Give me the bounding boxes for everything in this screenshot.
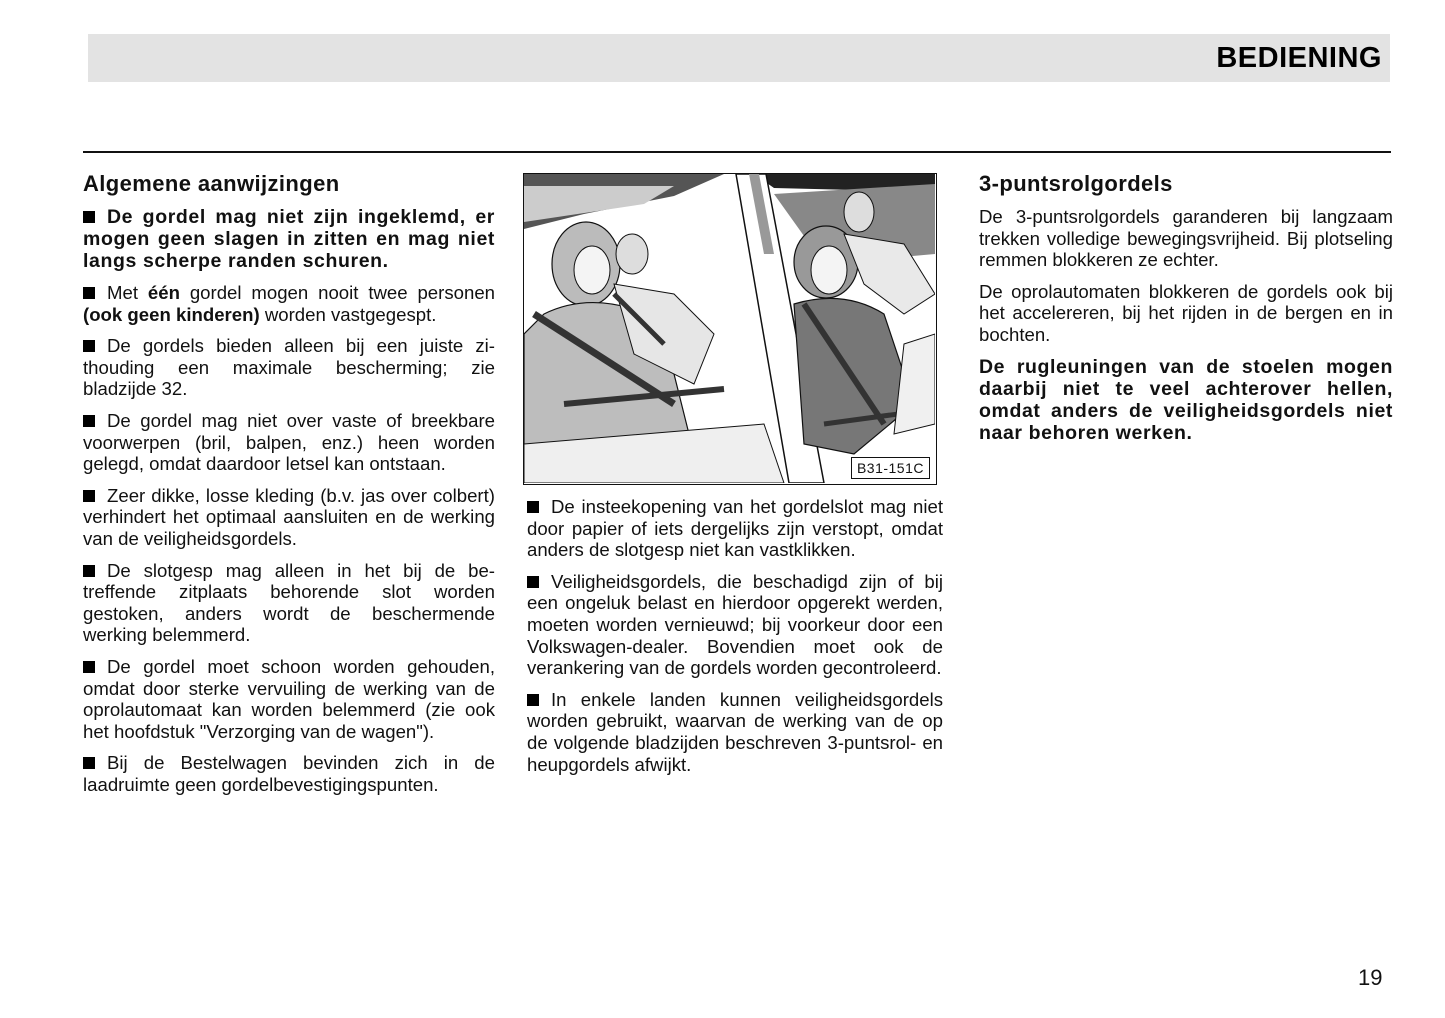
paragraph-locking: De oprolautomaten blokkeren de gordels ook bij het accelereren, bij het rijden in de bergen en in bochten.	[979, 280, 1393, 345]
middle-column	[527, 496, 943, 785]
bullet-icon	[83, 565, 95, 577]
front-passenger-face	[811, 246, 847, 294]
paragraph-clean: De gordel moet schoon worden gehouden, omdat door sterke vervuiling de werking van de oprolautomaat kan worden belemmerd (zie ook het hoofdstuk "Verzorging van de wagen").	[83, 655, 495, 742]
paragraph-clothing: Zeer dikke, losse kleding (b.v. jas over colbert) verhindert het optimaal aansluiten en de werking van de veiligheidsgordels.	[83, 484, 495, 549]
dashboard	[894, 334, 935, 434]
child-head	[616, 234, 648, 274]
bullet-icon	[83, 287, 95, 299]
bullet-icon	[83, 757, 95, 769]
rear-passenger-face	[574, 246, 610, 294]
right-heading: 3-puntsrolgordels	[979, 171, 1173, 196]
bullet-icon	[83, 211, 95, 223]
paragraph-van: Bij de Bestelwagen bevinden zich in de laadruimte geen gordelbevestigingspunten.	[83, 752, 495, 795]
paragraph-freedom: De 3-puntsrolgordels garanderen bij langzaam trekken volledige bewegingsvrijheid. Bij plotseling remmen blokkeren ze echter.	[979, 206, 1393, 271]
seatbelt-illustration	[523, 173, 937, 485]
car-occupants-drawing	[524, 174, 935, 483]
paragraph-buckle: De slotgesp mag alleen in het bij de betreffende zitplaats behorende slot worden gestoken, anders wordt de beschermende werking belemmerd.	[83, 559, 495, 646]
paragraph-seating-position: De gordels bieden alleen bij een juiste zithouding een maximale bescherming; zie bladzijde 32.	[83, 335, 495, 400]
bullet-icon	[83, 340, 95, 352]
bullet-icon	[527, 501, 539, 513]
bullet-icon	[527, 576, 539, 588]
paragraph-objects: De gordel mag niet over vaste of breekbare voorwerpen (bril, balpen, enz.) heen worden gelegd, omdat daardoor letsel kan ontstaan.	[83, 409, 495, 475]
left-column	[83, 170, 495, 805]
header-bar	[88, 34, 1390, 82]
bullet-icon	[83, 661, 95, 673]
left-heading: Algemene aanwijzingen	[83, 171, 340, 196]
page-number: 19	[1358, 965, 1383, 990]
section-title: BEDIENING	[1216, 42, 1382, 74]
intro-warning: De gordel mag niet zijn ingeklemd, er mogen geen slagen in zitten en mag niet langs scherpe randen schuren.	[83, 206, 495, 272]
bullet-icon	[527, 694, 539, 706]
paragraph-other-countries: In enkele landen kunnen veiligheidsgordels worden gebruikt, waarvan de werking van de op de volgende bladzijden beschreven 3-puntsrol- en heupgordels afwijkt.	[527, 688, 943, 775]
horizontal-rule	[83, 151, 1391, 153]
figure-label: B31-151C	[851, 457, 930, 479]
paragraph-damaged-belts: Veiligheidsgordels, die beschadigd zijn of bij een ongeluk belast en hierdoor opgerekt werden, moeten worden vernieuwd; bij voorkeur door een Volkswagen-dealer. Bovendien moet ook de verankering van de gordels worden gecontroleerd.	[527, 570, 943, 679]
rear-window	[524, 186, 674, 222]
bullet-icon	[83, 415, 95, 427]
backrest-warning: De rugleuningen van de stoelen mogen daarbij niet te veel achterover hellen, omdat anders de veiligheidsgordels niet naar behoren werken.	[979, 355, 1393, 444]
paragraph-one-belt: Met één gordel mogen nooit twee personen (ook geen kinderen) worden vastgegespt.	[83, 282, 496, 325]
right-column	[979, 170, 1393, 454]
bullet-icon	[83, 490, 95, 502]
paragraph-buckle-opening: De insteekopening van het gordelslot mag niet door papier of iets dergelijks zijn verstopt, omdat anders de slotgesp niet kan vastklikken.	[527, 496, 943, 561]
driver-head	[844, 192, 874, 232]
